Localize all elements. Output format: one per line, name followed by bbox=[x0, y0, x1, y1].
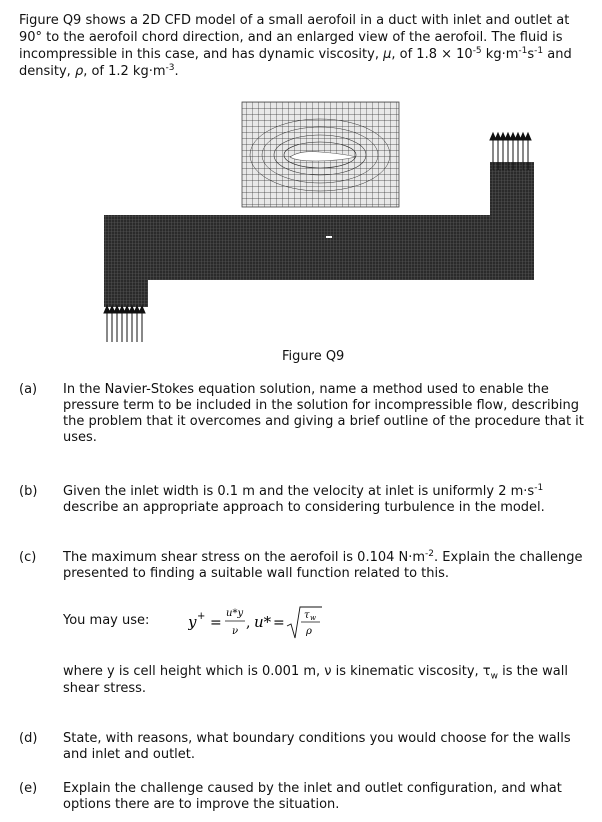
intro-line-2: 90° to the aerofoil chord direction, and an enlarged view of the aerofoil. The fluid is bbox=[19, 30, 563, 45]
enlarged-aerofoil-mesh bbox=[242, 102, 399, 207]
question-text: Given the inlet width is 0.1 m and the velocity at inlet is uniformly 2 $m\cdot s^{-1}$ describe an appropriate approach to considering turbulence in the model. bbox=[63, 483, 545, 515]
inlet-arrows bbox=[104, 306, 145, 342]
question-label: (d) bbox=[19, 731, 38, 746]
plus-sup: + bbox=[197, 611, 206, 622]
equals-1: = bbox=[210, 615, 222, 631]
formula-block bbox=[63, 604, 383, 644]
denominator-2: ρ bbox=[306, 626, 312, 637]
question-text: In the Navier-Stokes equation solution, name a method used to enable the pressure term to be included in the solution for incompressible flow, describing the problem that it overcomes and giving a brief outline of the procedure that it uses. bbox=[63, 382, 584, 445]
intro-line-4: density, ρ, of 1.2 $kg\cdot m^{-3}$. bbox=[19, 63, 179, 79]
question-label: (b) bbox=[19, 484, 38, 499]
intro-line-1: Figure Q9 shows a 2D CFD model of a small aerofoil in a duct with inlet and outlet at bbox=[19, 13, 570, 28]
numerator-2-sub: w bbox=[310, 614, 316, 622]
yplus-ustar-formula bbox=[188, 604, 378, 644]
question-label: (c) bbox=[19, 550, 37, 565]
question-label: (e) bbox=[19, 781, 38, 796]
figure-caption: Figure Q9 bbox=[282, 349, 345, 364]
question-text: State, with reasons, what boundary conditions you would choose for the walls and inlet and outlet. bbox=[63, 731, 571, 762]
numerator-1: u*y bbox=[226, 608, 244, 619]
cfd-figure bbox=[0, 0, 602, 345]
question-label: (a) bbox=[19, 382, 38, 397]
yplus-symbol: y bbox=[188, 613, 197, 631]
ustar-symbol: u* bbox=[254, 613, 272, 631]
comma: , bbox=[246, 615, 251, 631]
intro-line-3: incompressible in this case, and has dynamic viscosity, μ, of $1.8 \times 10^{-5}$ $kg\cdot m^{-1}s^{-1}$ and bbox=[19, 46, 572, 62]
aerofoil-in-duct bbox=[326, 236, 332, 238]
denominator-1: ν bbox=[232, 626, 239, 637]
numerator-2: τ bbox=[304, 610, 310, 621]
where-text: where y is cell height which is 0.001 m, ν is kinematic viscosity, $\tau_w$ is the wall shear stress. bbox=[63, 664, 568, 696]
equals-2: = bbox=[273, 615, 285, 631]
formula-label: You may use: bbox=[63, 613, 150, 628]
question-text: The maximum shear stress on the aerofoil is 0.104 $N\cdot m^{-2}$. Explain the challenge presented to finding a suitable wall function related to this. bbox=[63, 549, 583, 581]
question-text: Explain the challenge caused by the inlet and outlet configuration, and what options there are to improve the situation. bbox=[63, 781, 562, 812]
